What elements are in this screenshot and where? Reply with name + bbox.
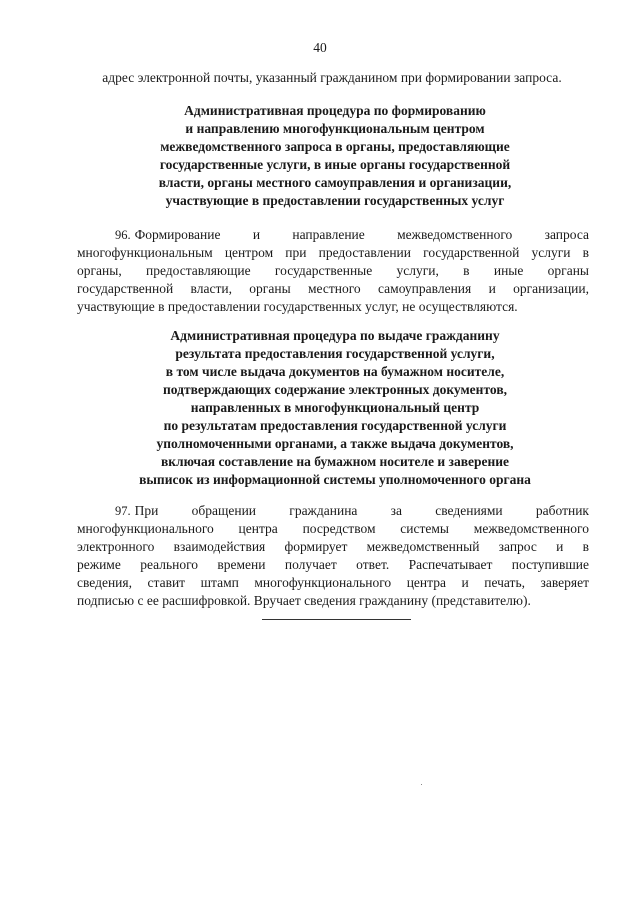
paragraph-line: органы, предоставляющие государственные услуги, в иные органы [77,263,589,278]
page-number: 40 [313,40,327,55]
heading-line: власти, органы местного самоуправления и организации, [158,175,512,190]
heading-line: уполномоченными органами, а также выдача документов, [156,436,514,451]
paragraph-number: 97. [115,504,131,518]
heading-line: и направлению многофункциональным центром [185,121,485,136]
heading-line: направленных в многофункциональный центр [190,400,480,415]
heading-line: Административная процедура по формированию [184,103,486,118]
end-divider-line [262,619,411,620]
heading-line: подтверждающих содержание электронных документов, [163,382,507,397]
paragraph-line: государственной власти, органы местного самоуправления и организации, [77,281,589,296]
paragraph-line-text: При обращении гражданина за сведениями работник [134,503,589,518]
paragraph-line: режиме реального времени получает ответ. Распечатывает поступившие [77,557,589,572]
heading-line: государственные услуги, в иные органы государственной [159,157,511,172]
heading-line: участвующие в предоставлении государственных услуг [165,193,505,208]
paragraph-96 [77,226,589,316]
paragraph-line-text: Формирование и направление межведомственного запроса [134,227,589,242]
paragraph-line: многофункциональным центром при предоставлении государственной услуги в [77,245,589,260]
paragraph-97 [77,502,589,610]
heading-line: Административная процедура по выдаче гражданину [170,328,500,343]
paragraph-line: сведения, ставит штамп многофункционального центра и печать, заверяет [77,575,589,590]
paragraph-line: многофункционального центра посредством системы межведомственного [77,521,589,536]
paragraph-number: 96. [115,228,131,242]
continued-text-line: адрес электронной почты, указанный гражданином при формировании запроса. [102,70,562,85]
paragraph-line: электронного взаимодействия формирует межведомственный запрос и в [77,539,589,554]
heading-line: результата предоставления государственной услуги, [175,346,495,361]
paragraph-line [77,502,589,520]
heading-line: по результатам предоставления государственной услуги [163,418,507,433]
paragraph-line: подписью с ее расшифровкой. Вручает сведения гражданину (представителю). [77,593,531,608]
heading-line: межведомственного запроса в органы, предоставляющие [160,139,510,154]
heading-line: в том числе выдача документов на бумажном носителе, [165,364,505,379]
section-heading-interagency-request [70,102,600,210]
section-heading-result-issuance [70,327,600,489]
paragraph-line: участвующие в предоставлении государственных услуг, не осуществляются. [77,299,518,314]
heading-line: выписок из информационной системы уполномоченного органа [139,472,531,487]
heading-line: включая составление на бумажном носителе и заверение [160,454,510,469]
scan-speck [421,784,422,785]
paragraph-line [77,226,589,244]
